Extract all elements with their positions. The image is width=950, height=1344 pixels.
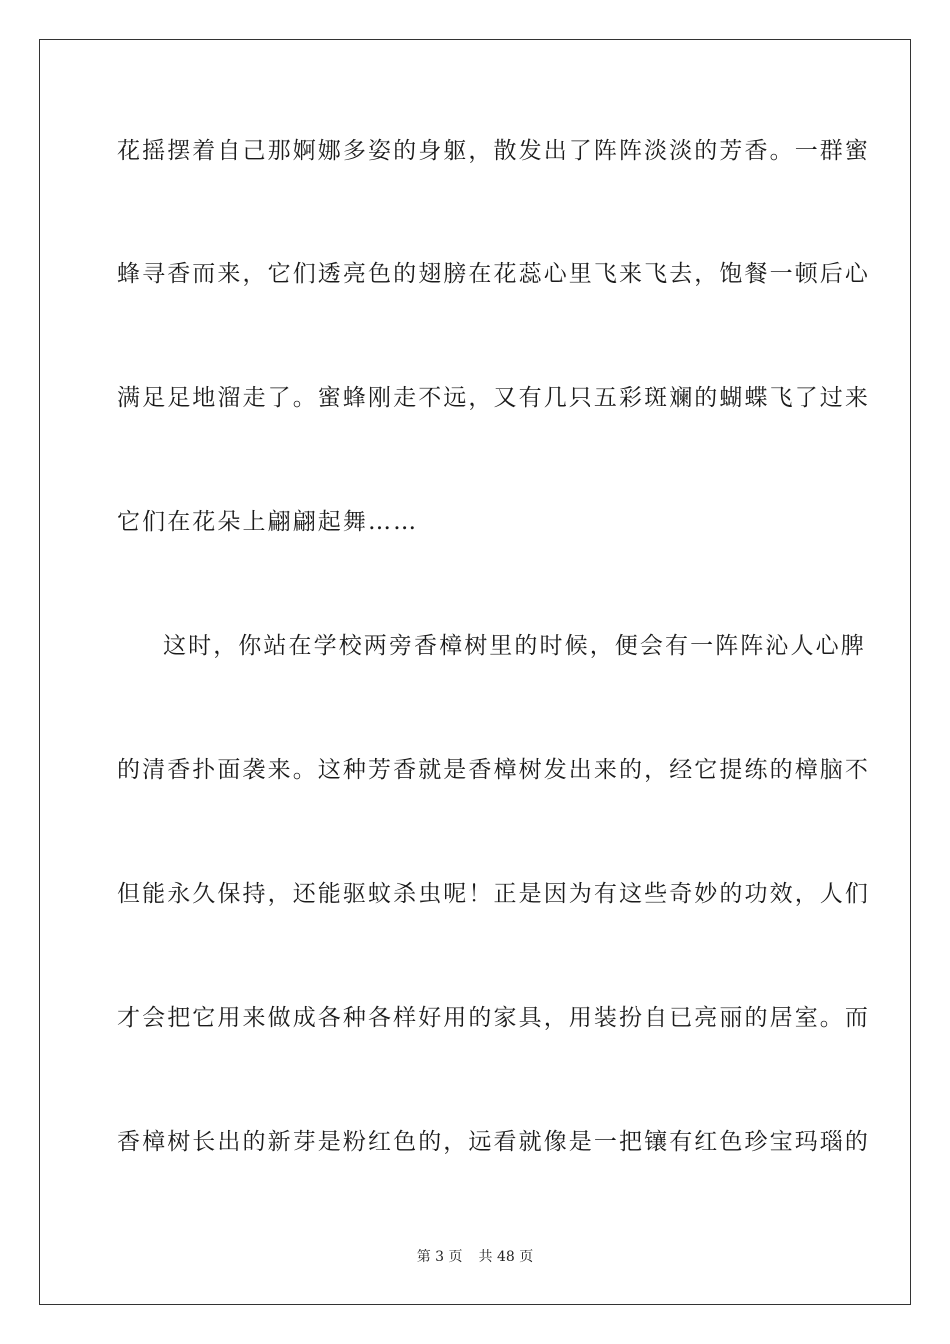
- text-line-6: 的清香扑面袭来。这种芳香就是香樟树发出来的，经它提练的樟脑不: [117, 757, 870, 783]
- page-border: [39, 39, 911, 1305]
- total-pages: 共 48 页: [478, 1249, 534, 1265]
- text-line-3: 满足足地溜走了。蜜蜂刚走不远，又有几只五彩斑斓的蝴蝶飞了过来: [117, 385, 870, 411]
- text-line-7: 但能永久保持，还能驱蚊杀虫呢！正是因为有这些奇妙的功效，人们: [117, 881, 870, 907]
- text-line-1: 花摇摆着自己那婀娜多姿的身躯，散发出了阵阵淡淡的芳香。一群蜜: [117, 138, 870, 164]
- page-number: 第 3 页: [416, 1249, 463, 1265]
- text-line-9: 香樟树长出的新芽是粉红色的，远看就像是一把镶有红色珍宝玛瑙的: [117, 1129, 870, 1155]
- paragraph-2-first-line: 这时，你站在学校两旁香樟树里的时候，便会有一阵阵沁人心脾: [163, 633, 866, 659]
- text-line-2: 蜂寻香而来，它们透亮色的翅膀在花蕊心里飞来飞去，饱餐一顿后心: [117, 261, 870, 287]
- text-line-8: 才会把它用来做成各种各样好用的家具，用装扮自已亮丽的居室。而: [117, 1005, 870, 1031]
- page-footer: [0, 1248, 950, 1266]
- text-line-4: 它们在花朵上翩翩起舞……: [117, 509, 419, 535]
